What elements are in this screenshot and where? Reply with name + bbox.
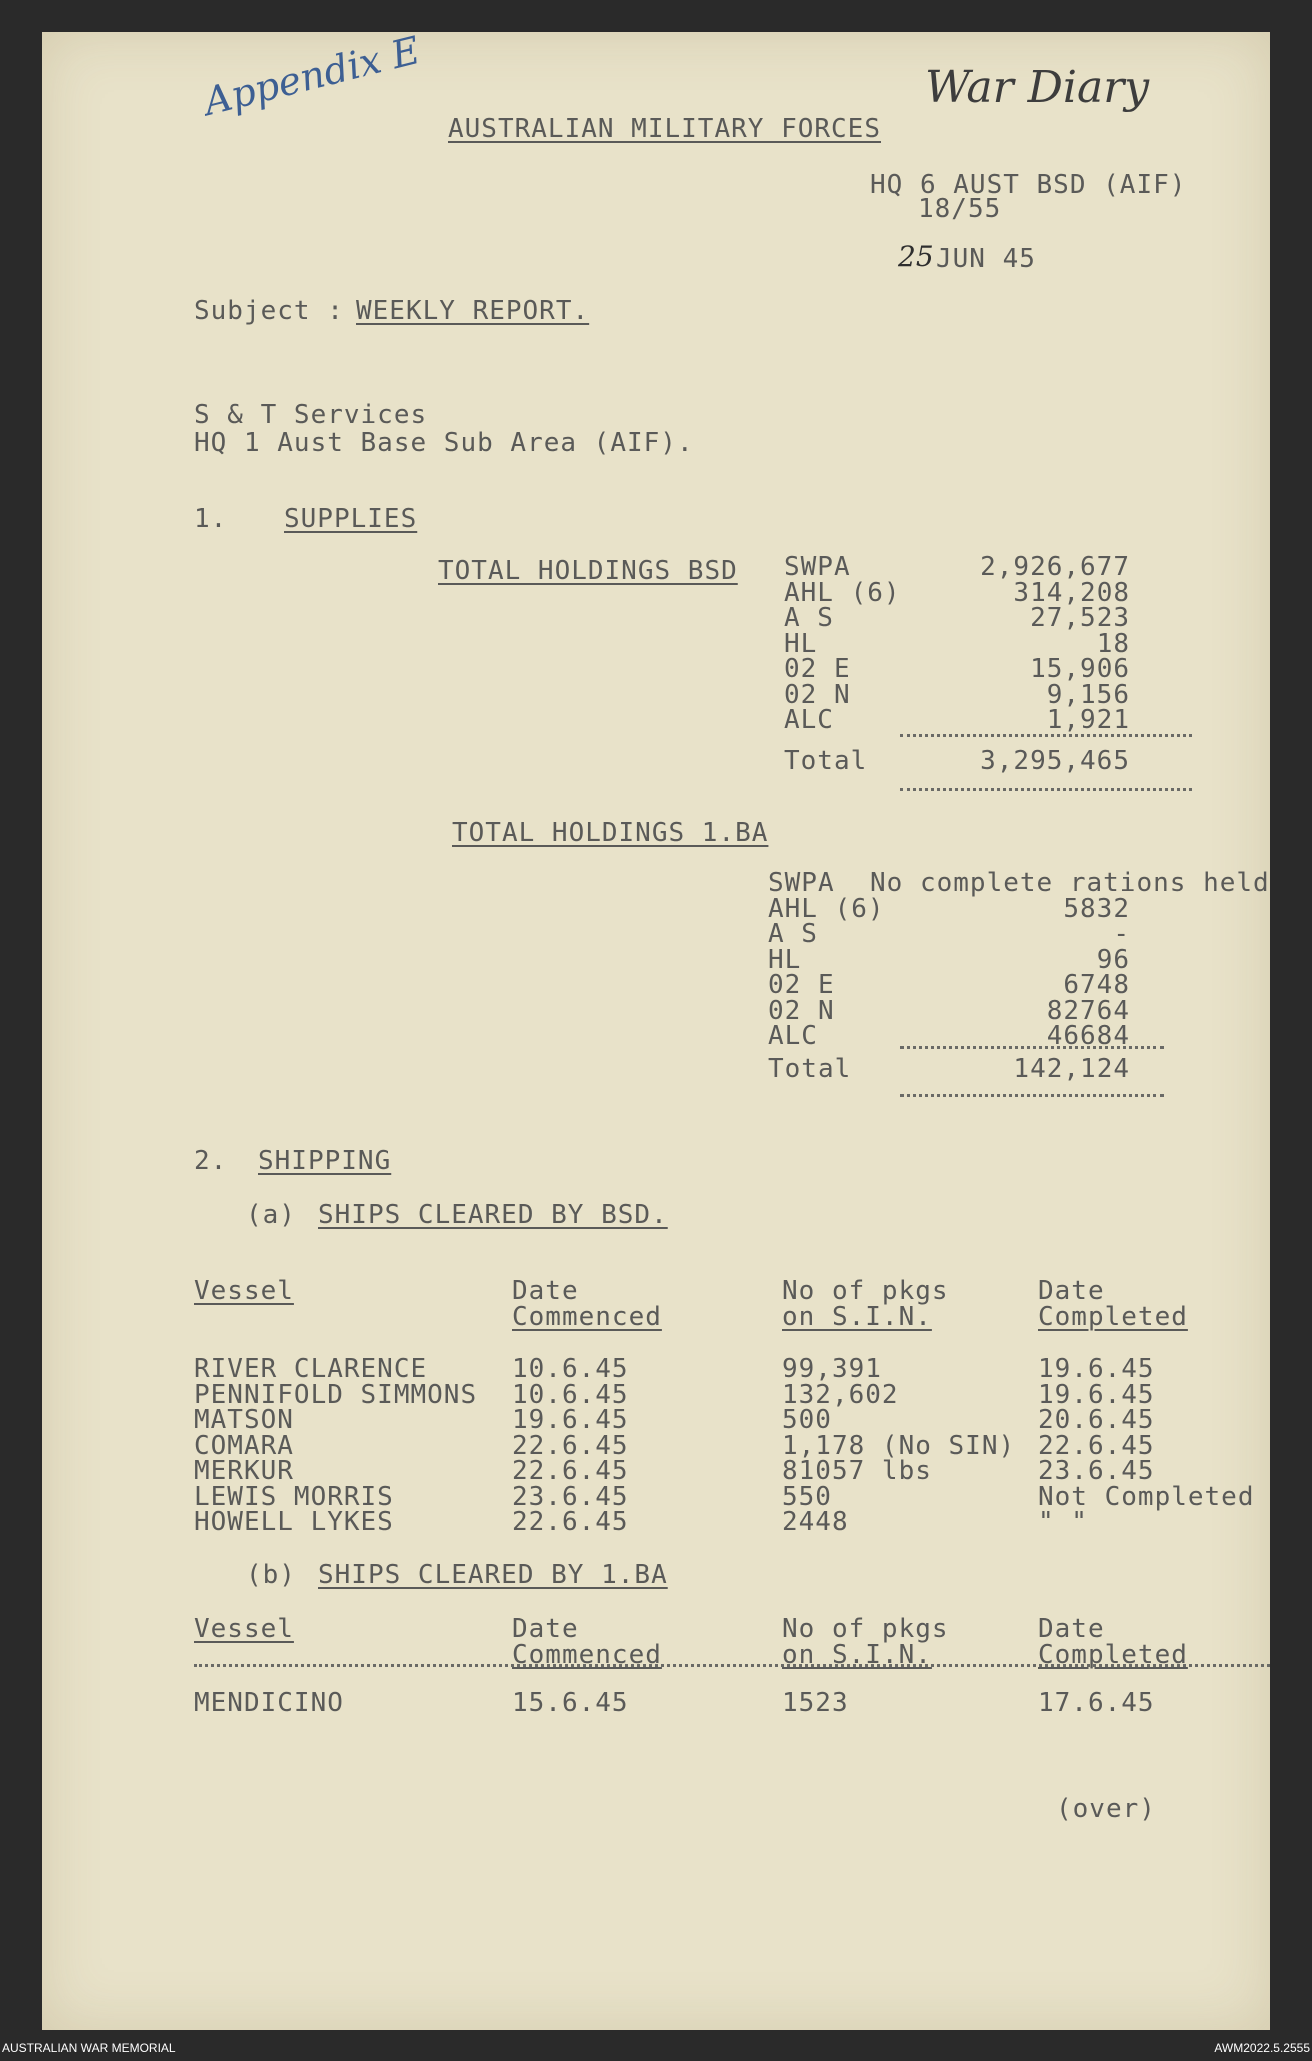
holding-value: 46684 bbox=[1046, 1021, 1130, 1051]
holding-label: SWPA bbox=[768, 868, 835, 898]
subsection-b-heading: SHIPS CLEARED BY 1.BA bbox=[318, 1560, 668, 1590]
table-cell: 23.6.45 bbox=[512, 1481, 629, 1512]
bsa-note: No complete rations held bbox=[870, 868, 1270, 898]
table-cell: MENDICINO bbox=[194, 1688, 344, 1718]
holding-value: 96 bbox=[1096, 944, 1130, 975]
table-cell: RIVER CLARENCE bbox=[194, 1354, 428, 1384]
column-header: Commenced bbox=[512, 1302, 662, 1332]
unit-designation: HQ 6 AUST BSD (AIF) bbox=[870, 170, 1187, 200]
table-cell: 99,391 bbox=[782, 1354, 882, 1384]
table-cell: " " bbox=[1038, 1507, 1088, 1537]
holding-value: 6748 bbox=[1063, 970, 1130, 1000]
column-header: Vessel bbox=[194, 1614, 294, 1644]
archive-caption-left: AUSTRALIAN WAR MEMORIAL bbox=[2, 2041, 176, 2055]
holding-label: ALC bbox=[768, 1021, 818, 1051]
table-cell: 81057 lbs bbox=[782, 1456, 932, 1486]
holding-label: SWPA bbox=[784, 552, 851, 582]
table-cell: MERKUR bbox=[194, 1456, 294, 1486]
holding-value: 2,926,677 bbox=[980, 552, 1130, 582]
holding-value: 9,156 bbox=[1046, 679, 1130, 710]
table-cell: 132,602 bbox=[782, 1379, 899, 1410]
subsection-b-label: (b) bbox=[246, 1560, 296, 1590]
table-cell: 1,178 (No SIN) bbox=[782, 1430, 1016, 1461]
column-header: Completed bbox=[1038, 1640, 1188, 1670]
shipping-heading: SHIPPING bbox=[258, 1146, 392, 1176]
bsd-total-value: 3,295,465 bbox=[980, 746, 1130, 776]
handwritten-date-day: 25 bbox=[898, 240, 934, 273]
holding-label: ALC bbox=[784, 705, 834, 735]
table-cell: 10.6.45 bbox=[512, 1354, 629, 1384]
table-cell: 20.6.45 bbox=[1038, 1405, 1155, 1435]
bsa-holdings-heading: TOTAL HOLDINGS 1.BA bbox=[452, 818, 769, 848]
bsd-total-rule bbox=[900, 788, 1192, 791]
table-cell: 23.6.45 bbox=[1038, 1456, 1155, 1486]
table-cell: PENNIFOLD SIMMONS bbox=[194, 1379, 478, 1410]
holding-value: - bbox=[1113, 919, 1130, 949]
holding-label: 02 N bbox=[768, 995, 835, 1026]
handwritten-appendix: Appendix E bbox=[199, 27, 425, 125]
column-header: Completed bbox=[1038, 1302, 1188, 1332]
holding-value: 314,208 bbox=[1013, 577, 1130, 608]
bsa-total-value: 142,124 bbox=[1013, 1054, 1130, 1084]
table-b-header-rule bbox=[194, 1664, 1270, 1667]
subject-text: WEEKLY REPORT. bbox=[356, 296, 590, 326]
table-cell: 500 bbox=[782, 1405, 832, 1435]
table-cell: 22.6.45 bbox=[512, 1430, 629, 1461]
holding-label: A S bbox=[784, 603, 834, 633]
table-cell: 19.6.45 bbox=[512, 1405, 629, 1435]
holding-value: 5832 bbox=[1063, 893, 1130, 924]
holding-value: 82764 bbox=[1046, 995, 1130, 1026]
bsd-subtotal-rule bbox=[900, 734, 1192, 737]
table-cell: 1523 bbox=[782, 1688, 849, 1718]
bsa-subtotal-rule bbox=[900, 1046, 1164, 1049]
subsection-a-label: (a) bbox=[246, 1200, 296, 1230]
holding-value: 18 bbox=[1096, 628, 1130, 659]
table-cell: HOWELL LYKES bbox=[194, 1507, 394, 1537]
table-cell: 15.6.45 bbox=[512, 1688, 629, 1718]
table-cell: 19.6.45 bbox=[1038, 1354, 1155, 1384]
table-cell: LEWIS MORRIS bbox=[194, 1481, 394, 1512]
column-header: No of pkgs bbox=[782, 1614, 949, 1644]
table-cell: MATSON bbox=[194, 1405, 294, 1435]
column-header: No of pkgs bbox=[782, 1276, 949, 1306]
table-cell: 10.6.45 bbox=[512, 1379, 629, 1410]
holding-label: AHL (6) bbox=[768, 893, 885, 924]
holding-value: 1,921 bbox=[1046, 705, 1130, 735]
subsection-a-heading: SHIPS CLEARED BY BSD. bbox=[318, 1200, 668, 1230]
document-date: JUN 45 bbox=[936, 244, 1036, 274]
table-cell: 19.6.45 bbox=[1038, 1379, 1155, 1410]
document-title: AUSTRALIAN MILITARY FORCES bbox=[448, 114, 881, 144]
table-cell: Not Completed bbox=[1038, 1481, 1255, 1512]
column-header: Date bbox=[1038, 1276, 1105, 1306]
archive-caption-right: AWM2022.5.2555 bbox=[1214, 2041, 1310, 2055]
over-note: (over) bbox=[1056, 1794, 1156, 1824]
column-header: Vessel bbox=[194, 1276, 294, 1306]
bsd-total-label: Total bbox=[784, 746, 868, 776]
table-cell: 550 bbox=[782, 1481, 832, 1512]
holding-value: 15,906 bbox=[1030, 654, 1130, 684]
table-cell: 22.6.45 bbox=[1038, 1430, 1155, 1461]
holding-label: 02 E bbox=[784, 654, 851, 684]
subject-label: Subject : bbox=[194, 296, 344, 326]
bsa-total-label: Total bbox=[768, 1054, 852, 1084]
holding-label: HL bbox=[784, 628, 818, 659]
holding-label: AHL (6) bbox=[784, 577, 901, 608]
supplies-heading: SUPPLIES bbox=[284, 504, 418, 534]
reference-number: 18/55 bbox=[918, 194, 1002, 224]
bsd-holdings-heading: TOTAL HOLDINGS BSD bbox=[438, 556, 738, 586]
table-cell: 22.6.45 bbox=[512, 1456, 629, 1486]
bsa-total-rule bbox=[900, 1094, 1164, 1097]
table-cell: 2448 bbox=[782, 1507, 849, 1537]
table-cell: 22.6.45 bbox=[512, 1507, 629, 1537]
holding-label: 02 E bbox=[768, 970, 835, 1000]
column-header: Date bbox=[512, 1614, 579, 1644]
table-cell: COMARA bbox=[194, 1430, 294, 1461]
table-cell: 17.6.45 bbox=[1038, 1688, 1155, 1718]
column-header: Commenced bbox=[512, 1640, 662, 1670]
section-number-shipping: 2. bbox=[194, 1146, 228, 1176]
section-number-supplies: 1. bbox=[194, 504, 228, 534]
holding-label: A S bbox=[768, 919, 818, 949]
holding-value: 27,523 bbox=[1030, 603, 1130, 633]
column-header: Date bbox=[512, 1276, 579, 1306]
addressee-line-1: S & T Services bbox=[194, 400, 428, 430]
column-header: on S.I.N. bbox=[782, 1302, 932, 1332]
handwritten-war-diary: War Diary bbox=[925, 62, 1150, 113]
addressee-line-2: HQ 1 Aust Base Sub Area (AIF). bbox=[194, 428, 694, 458]
column-header: on S.I.N. bbox=[782, 1640, 932, 1670]
holding-label: HL bbox=[768, 944, 802, 975]
column-header: Date bbox=[1038, 1614, 1105, 1644]
holding-label: 02 N bbox=[784, 679, 851, 710]
